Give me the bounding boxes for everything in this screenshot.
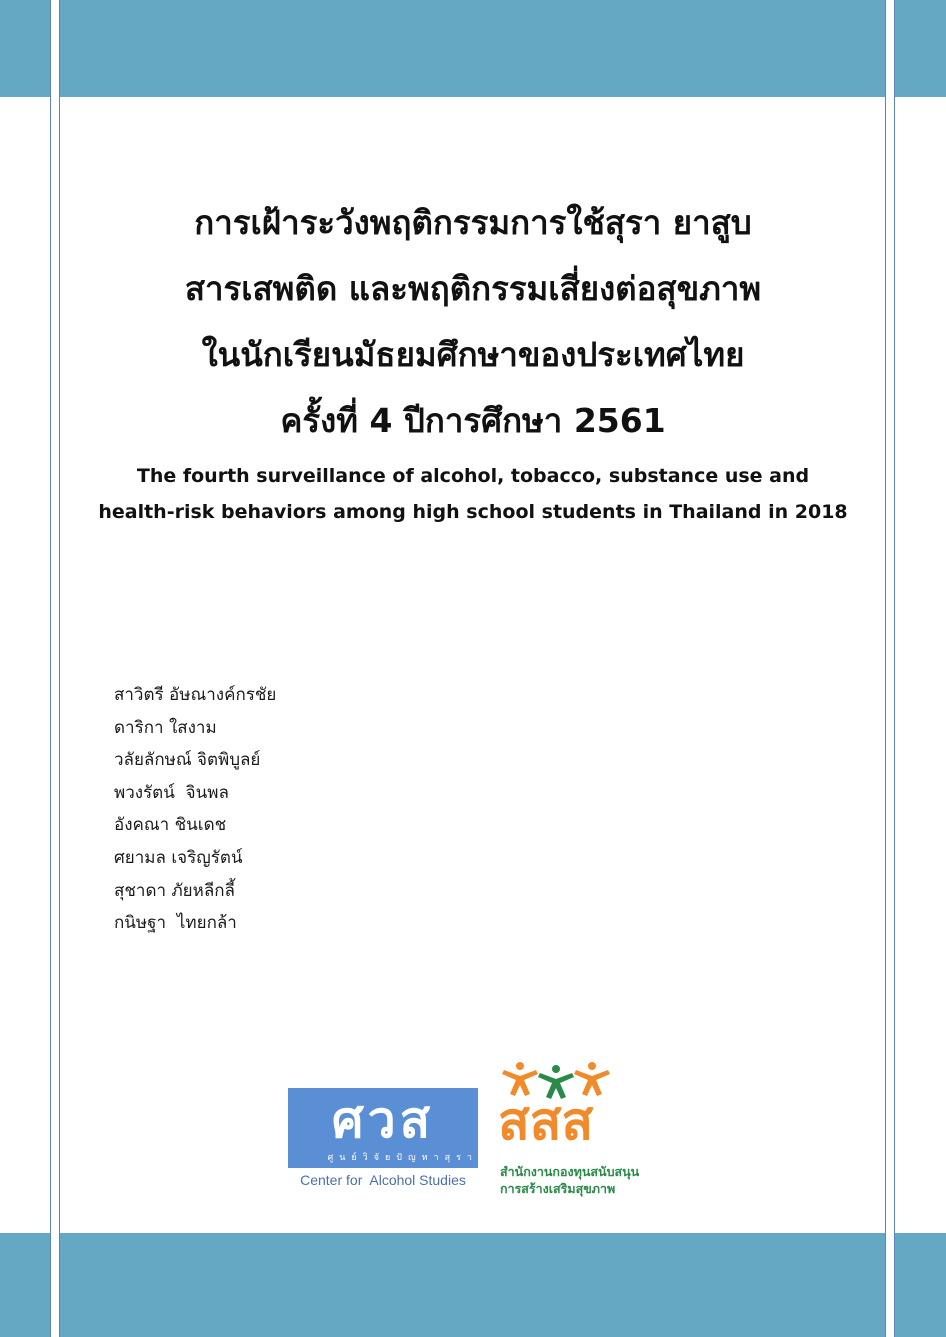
right-frame-line — [885, 0, 895, 1337]
author-name: กนิษฐา ไทยกล้า — [114, 913, 237, 934]
bottom-frame-bar — [0, 1233, 946, 1337]
thaihealth-name-line-2: การสร้างเสริมสุขภาพ — [500, 1181, 616, 1196]
english-title-line-1: The fourth surveillance of alcohol, tobacco, substance use and — [136, 465, 810, 487]
cas-english-name: Center for Alcohol Studies — [300, 1172, 466, 1188]
left-frame-line — [50, 0, 60, 1337]
author-list — [114, 679, 276, 940]
author-name: ศยามล เจริญรัตน์ — [114, 847, 243, 868]
thaihealth-logo — [498, 1060, 668, 1200]
thaihealth-name-line-1: สำนักงานกองทุนสนับสนุน — [500, 1164, 640, 1179]
report-title — [70, 190, 876, 530]
author-name: พวงรัตน์ จินพล — [114, 782, 229, 803]
author-name: สาวิตรี อัษณางค์กรชัย — [114, 685, 277, 705]
thai-title-line-4: ครั้งที่ 4 ปีการศึกษา 2561 — [280, 401, 666, 440]
thaihealth-logo-mark: สสส — [498, 1092, 594, 1152]
english-title — [70, 458, 876, 530]
author-name: วลัยลักษณ์ จิตพิบูลย์ — [114, 750, 261, 771]
thai-title-line-3: ในนักเรียนมัธยมศึกษาของประเทศไทย — [201, 335, 745, 374]
author-name: สุชาดา ภัยหลีกลี้ — [114, 880, 235, 901]
author-name: ดาริกา ใสงาม — [114, 717, 217, 738]
cas-thai-subtitle: ศูนย์วิจัยปัญหาสุรา — [327, 1153, 478, 1163]
cas-logo-mark: ศวส — [331, 1091, 435, 1149]
thai-title-line-2: สารเสพติด และพฤติกรรมเสี่ยงต่อสุขภาพ — [184, 269, 762, 308]
author-name: อังคณา ชินเดช — [114, 815, 227, 836]
center-for-alcohol-studies-logo — [288, 1088, 478, 1196]
english-title-line-2: health-risk behaviors among high school students in Thailand in 2018 — [98, 501, 848, 523]
top-frame-bar — [0, 0, 946, 97]
thai-title-line-1: การเฝ้าระวังพฤติกรรมการใช้สุรา ยาสูบ — [194, 203, 752, 242]
